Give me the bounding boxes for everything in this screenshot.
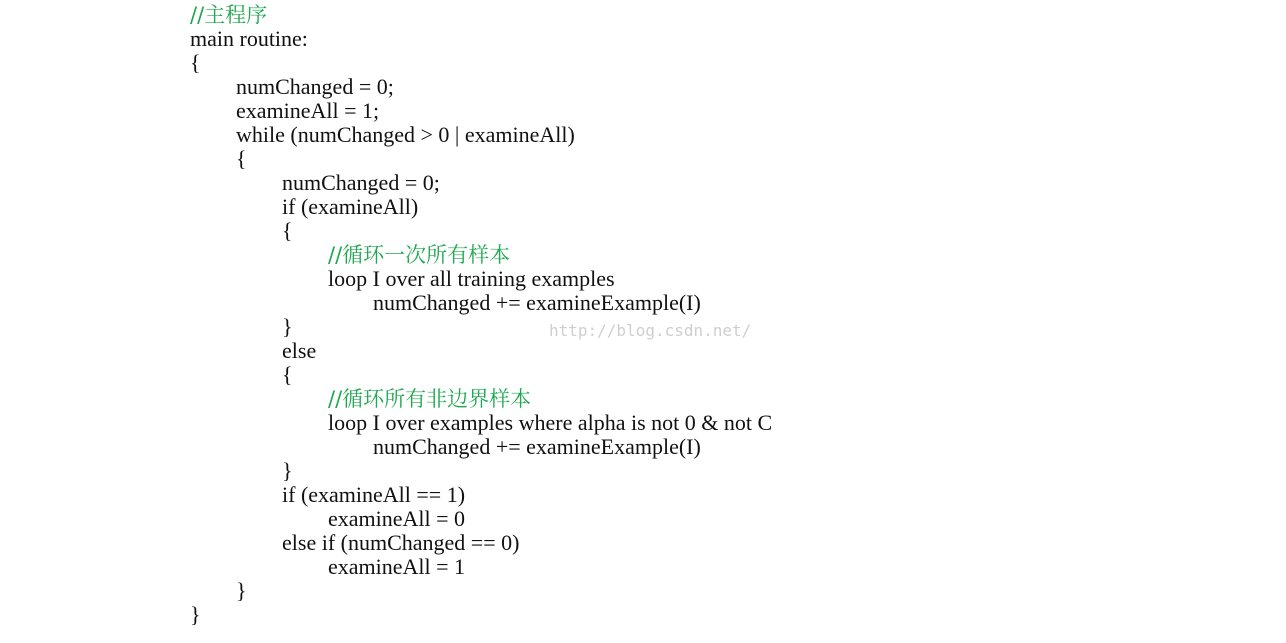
examine-all-set-1: examineAll = 1 — [328, 554, 466, 579]
brace-open-if: { — [282, 218, 293, 243]
num-changed-init: numChanged = 0; — [236, 74, 394, 99]
comment-loop-all: //循环一次所有样本 — [328, 243, 511, 267]
loop-all-examples: loop I over all training examples — [328, 266, 615, 291]
brace-close-if: } — [282, 314, 293, 339]
examine-all-init: examineAll = 1; — [236, 98, 380, 123]
comment-loop-nonbound: //循环所有非边界样本 — [328, 387, 532, 411]
num-changed-add-1: numChanged += examineExample(I) — [373, 290, 701, 315]
else-statement: else — [282, 338, 317, 363]
brace-open-while: { — [236, 146, 247, 171]
brace-close-while: } — [236, 578, 247, 603]
comment-main-program: //主程序 — [190, 3, 268, 27]
else-if-statement: else if (numChanged == 0) — [282, 530, 520, 555]
brace-open-else: { — [282, 362, 293, 387]
if-examine-all-eq: if (examineAll == 1) — [282, 482, 466, 507]
brace-open-main: { — [190, 50, 201, 75]
num-changed-add-2: numChanged += examineExample(I) — [373, 434, 701, 459]
brace-close-else: } — [282, 458, 293, 483]
brace-close-main: } — [190, 602, 201, 627]
loop-nonbound-examples: loop I over examples where alpha is not 0 & not C — [328, 410, 773, 435]
watermark-url: http://blog.csdn.net/ — [549, 321, 752, 340]
examine-all-set-0: examineAll = 0 — [328, 506, 466, 531]
if-examine-all: if (examineAll) — [282, 194, 419, 219]
num-changed-reset: numChanged = 0; — [282, 170, 440, 195]
while-statement: while (numChanged > 0 | examineAll) — [236, 122, 575, 147]
main-routine-label: main routine: — [190, 26, 308, 51]
